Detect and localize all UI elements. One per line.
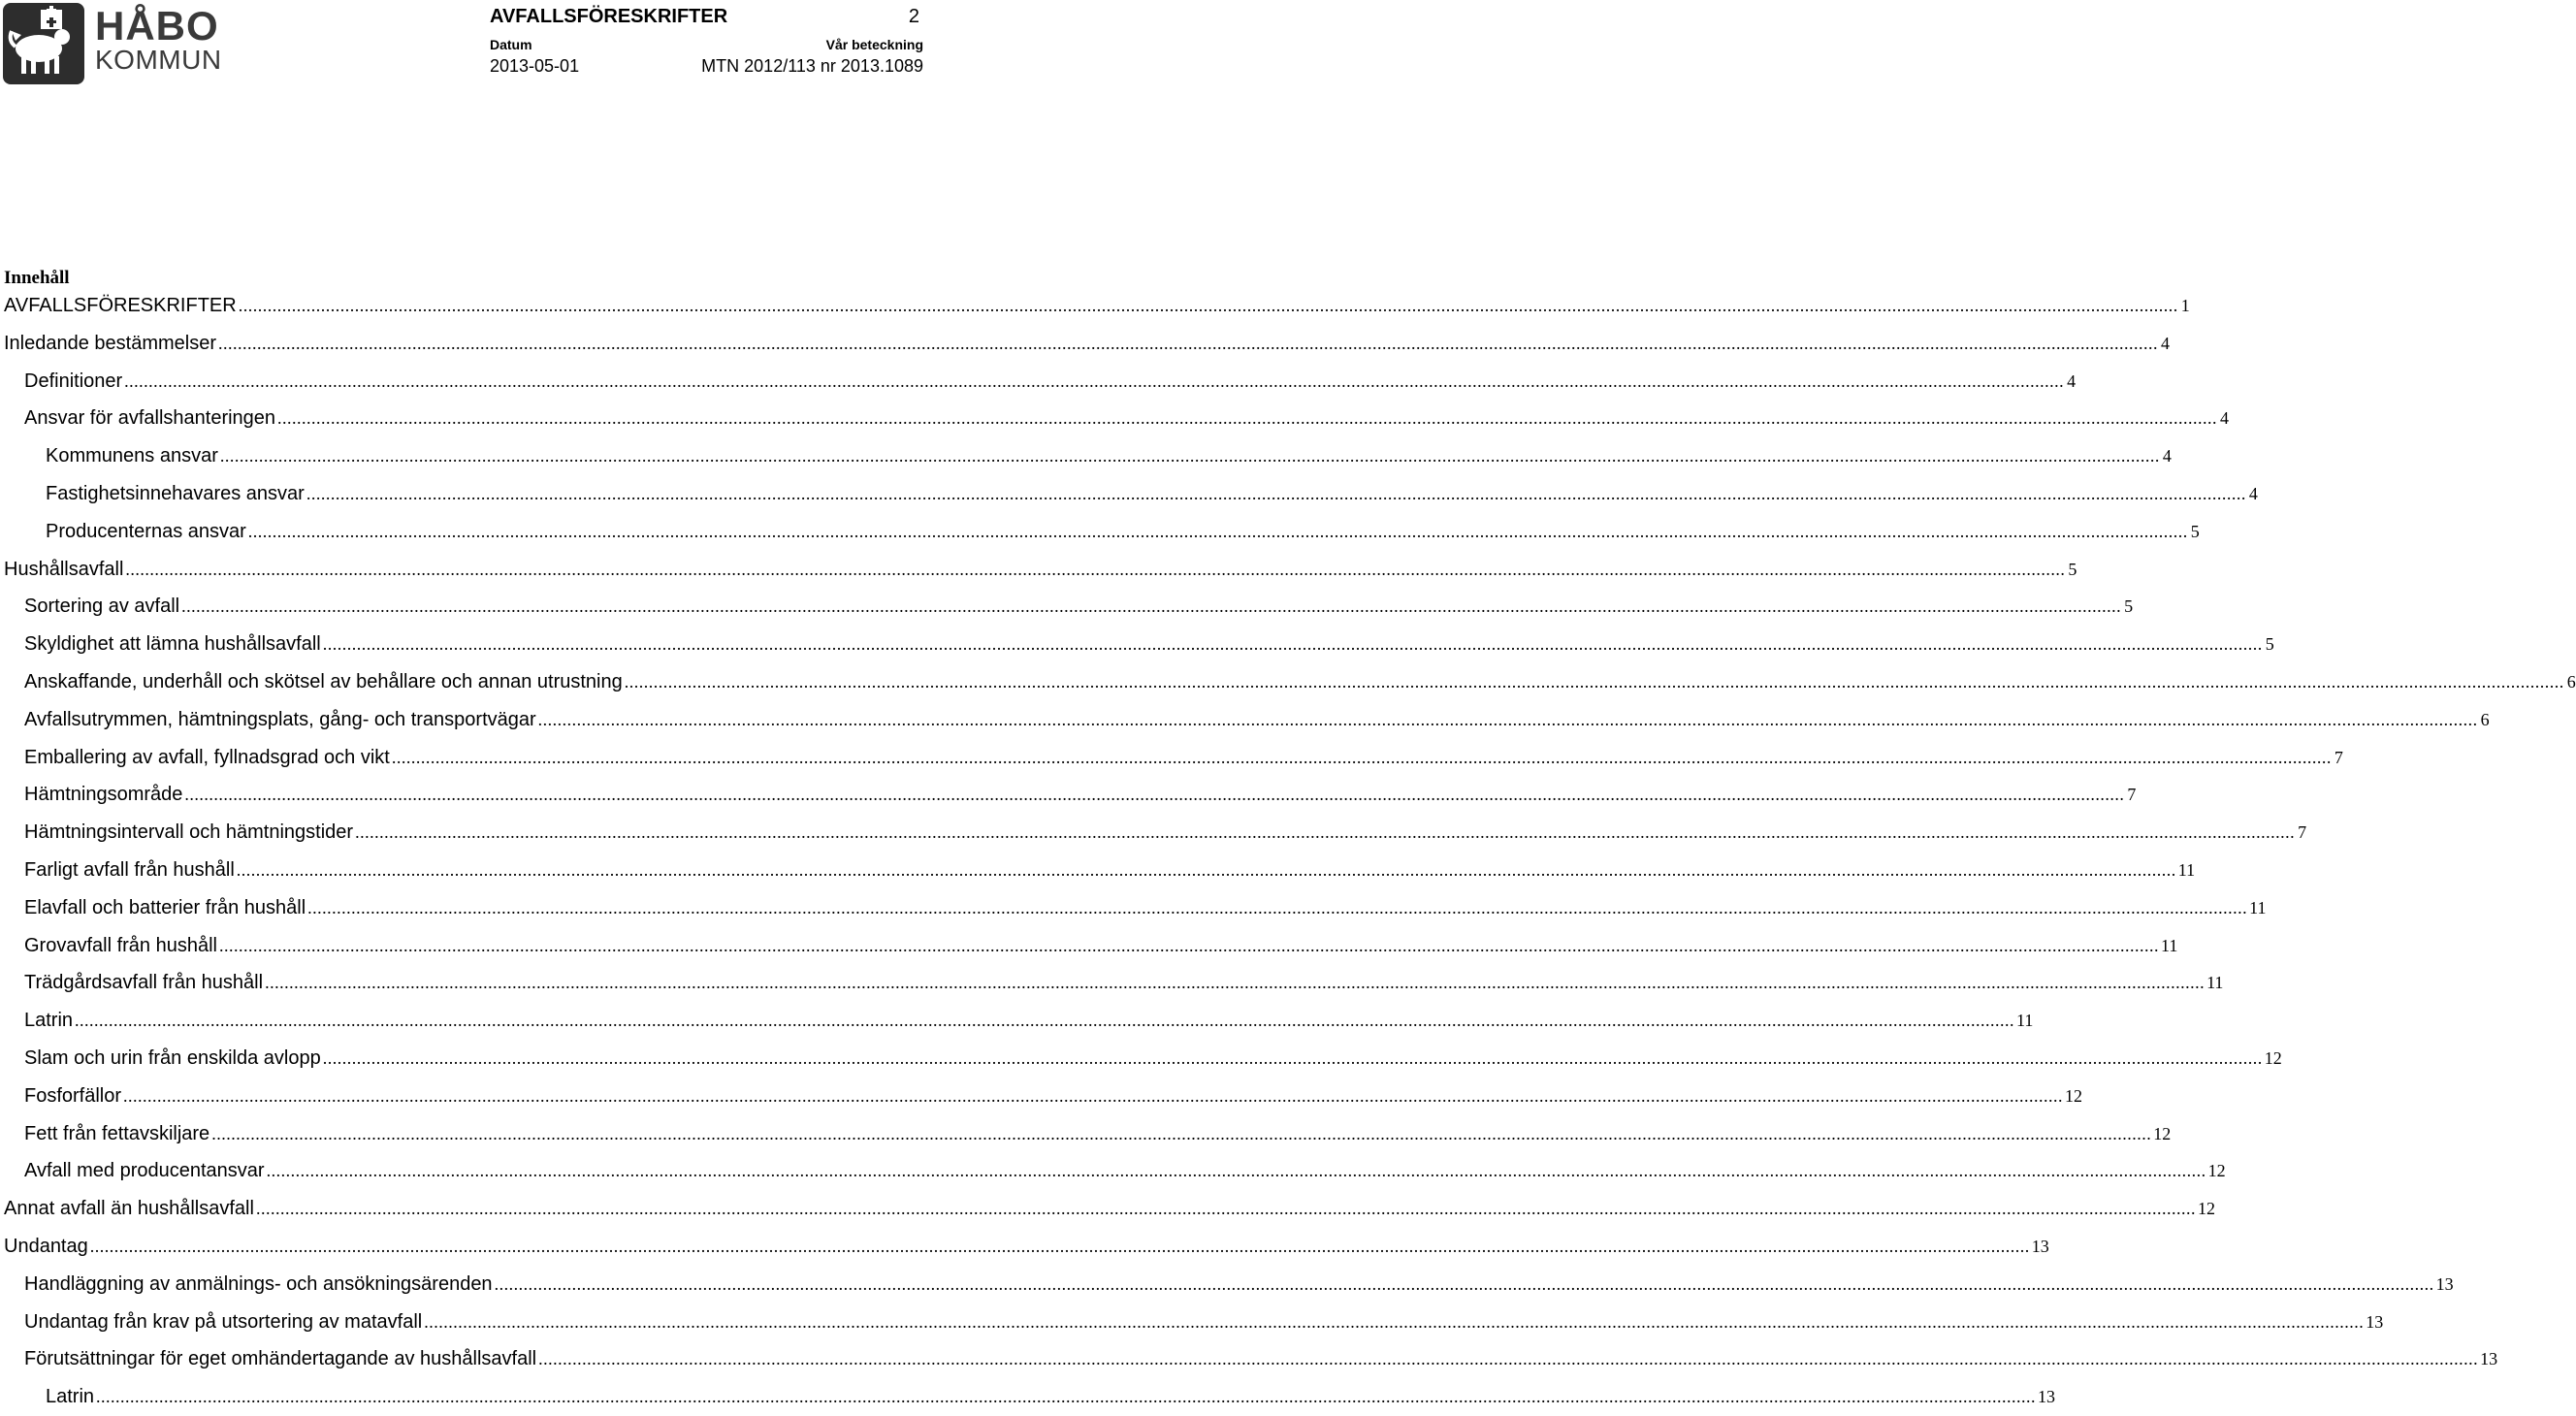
toc-entry[interactable]	[0, 739, 2343, 777]
toc-dot-leader: ................................................................................................................................................................................................................................................................................................................................................................................................................	[211, 1123, 2152, 1143]
toc-entry-page: 7	[2298, 822, 2307, 843]
toc-entry[interactable]	[0, 287, 2190, 325]
toc-dot-leader: ................................................................................................................................................................................................................................................................................................................................................................................................................	[306, 483, 2246, 503]
toc-heading: Innehåll	[4, 268, 70, 288]
toc-dot-leader: ................................................................................................................................................................................................................................................................................................................................................................................................................	[355, 822, 2296, 843]
toc-entry-title: Grovavfall från hushåll	[24, 934, 217, 956]
habo-kommun-logo	[2, 2, 225, 85]
logo-text	[95, 3, 222, 75]
toc-dot-leader: ................................................................................................................................................................................................................................................................................................................................................................................................................	[125, 559, 2066, 579]
document-title: AVFALLSFÖRESKRIFTER	[490, 6, 728, 27]
toc-entry-page: 11	[2249, 897, 2267, 917]
toc-entry-title: Inledande bestämmelser	[4, 332, 217, 354]
toc-entry-page: 13	[2031, 1236, 2049, 1256]
toc-entry-page: 7	[2334, 747, 2343, 767]
toc-entry[interactable]	[0, 1152, 2226, 1190]
toc-entry-page: 13	[2480, 1349, 2498, 1369]
toc-entry-page: 13	[2435, 1273, 2454, 1294]
toc-entry-page: 11	[2206, 973, 2224, 993]
toc-dot-leader: ................................................................................................................................................................................................................................................................................................................................................................................................................	[265, 973, 2206, 993]
toc-dot-leader: ................................................................................................................................................................................................................................................................................................................................................................................................................	[123, 1085, 2064, 1106]
toc-entry[interactable]	[0, 1340, 2498, 1378]
toc-entry-title: Avfallsutrymmen, hämtningsplats, gång- och transportvägar	[24, 708, 536, 730]
toc-entry-page: 5	[2265, 634, 2274, 655]
toc-entry[interactable]	[0, 1228, 2049, 1266]
toc-entry[interactable]	[0, 1190, 2215, 1228]
toc-dot-leader: ................................................................................................................................................................................................................................................................................................................................................................................................................	[624, 671, 2564, 692]
toc-entry[interactable]	[0, 927, 2178, 965]
toc-entry-title: Ansvar för avfallshanteringen	[24, 407, 276, 430]
date-value: 2013-05-01	[490, 56, 580, 76]
toc-entry-page: 5	[2190, 521, 2200, 541]
toc-entry[interactable]	[0, 1303, 2384, 1341]
toc-entry[interactable]	[0, 363, 2077, 401]
toc-dot-leader: ................................................................................................................................................................................................................................................................................................................................................................................................................	[266, 1161, 2206, 1181]
coat-of-arms-lamb-icon	[2, 2, 85, 85]
toc-entry[interactable]	[0, 588, 2134, 626]
toc-entry-title: Producenternas ansvar	[46, 520, 246, 542]
toc-entry-page: 4	[2162, 446, 2172, 467]
toc-entry-page: 11	[2016, 1011, 2034, 1031]
toc-dot-leader: ................................................................................................................................................................................................................................................................................................................................................................................................................	[538, 1349, 2479, 1369]
toc-dot-leader: ................................................................................................................................................................................................................................................................................................................................................................................................................	[494, 1273, 2434, 1294]
toc-entry-title: Annat avfall än hushållsavfall	[4, 1198, 254, 1220]
toc-entry-page: 12	[2207, 1161, 2226, 1181]
toc-entry-title: Slam och urin från enskilda avlopp	[24, 1046, 321, 1069]
toc-entry-page: 12	[2197, 1199, 2215, 1219]
toc-entry-page: 13	[2366, 1311, 2384, 1332]
toc-entry-title: AVFALLSFÖRESKRIFTER	[4, 295, 237, 316]
toc-entry[interactable]	[0, 1266, 2454, 1303]
toc-dot-leader: ................................................................................................................................................................................................................................................................................................................................................................................................................	[219, 446, 2160, 467]
toc-dot-leader: ................................................................................................................................................................................................................................................................................................................................................................................................................	[236, 859, 2176, 880]
toc-entry-title: Fett från fettavskiljare	[24, 1122, 210, 1144]
toc-entry[interactable]	[0, 1078, 2083, 1115]
toc-entry[interactable]	[0, 776, 2137, 814]
toc-entry[interactable]	[0, 814, 2307, 852]
toc-entry[interactable]	[0, 701, 2490, 739]
toc-entry-page: 5	[2124, 596, 2134, 617]
toc-entry-page: 6	[2480, 709, 2490, 729]
toc-entry[interactable]	[0, 437, 2172, 475]
toc-entry-title: Kommunens ansvar	[46, 445, 218, 467]
toc-dot-leader: ................................................................................................................................................................................................................................................................................................................................................................................................................	[247, 521, 2188, 541]
toc-entry[interactable]	[0, 1115, 2172, 1153]
toc-entry[interactable]	[0, 626, 2274, 663]
toc-entry-title: Handläggning av anmälnings- och ansökningsärenden	[24, 1272, 493, 1295]
toc-dot-leader: ................................................................................................................................................................................................................................................................................................................................................................................................................	[277, 408, 2218, 429]
toc-entry-page: 4	[2067, 370, 2077, 391]
toc-entry[interactable]	[0, 1378, 2056, 1416]
toc-entry-page: 7	[2127, 785, 2137, 805]
toc-dot-leader: ................................................................................................................................................................................................................................................................................................................................................................................................................	[238, 296, 2178, 315]
toc-entry[interactable]	[0, 551, 2077, 589]
toc-entry-page: 6	[2566, 671, 2576, 692]
toc-entry-title: Förutsättningar för eget omhändertagande av hushållsavfall	[24, 1348, 537, 1370]
toc-dot-leader: ................................................................................................................................................................................................................................................................................................................................................................................................................	[218, 935, 2159, 955]
toc-dot-leader: ................................................................................................................................................................................................................................................................................................................................................................................................................	[537, 709, 2478, 729]
toc-entry-title: Latrin	[24, 1010, 74, 1032]
toc-entry-page: 4	[2220, 408, 2230, 429]
toc-dot-leader: ................................................................................................................................................................................................................................................................................................................................................................................................................	[124, 370, 2065, 391]
toc-entry-title: Anskaffande, underhåll och skötsel av behållare och annan utrustning	[24, 670, 623, 692]
toc-entry[interactable]	[0, 889, 2267, 927]
toc-entry-title: Avfall med producentansvar	[24, 1160, 265, 1182]
toc-dot-leader: ................................................................................................................................................................................................................................................................................................................................................................................................................	[424, 1311, 2365, 1332]
reference-value: MTN 2012/113 nr 2013.1089	[701, 56, 923, 76]
toc-entry-page: 12	[2264, 1047, 2282, 1068]
toc-entry-page: 12	[2065, 1085, 2083, 1106]
toc-entry-title: Emballering av avfall, fyllnadsgrad och vikt	[24, 746, 390, 768]
toc-entry-title: Trädgårdsavfall från hushåll	[24, 972, 264, 994]
toc-dot-leader: ................................................................................................................................................................................................................................................................................................................................................................................................................	[75, 1011, 2015, 1031]
date-label: Datum	[490, 37, 532, 52]
toc-dot-leader: ................................................................................................................................................................................................................................................................................................................................................................................................................	[307, 897, 2248, 917]
toc-entry-page: 4	[2161, 333, 2171, 353]
toc-entry-page: 12	[2153, 1123, 2172, 1143]
toc-entry-title: Definitioner	[24, 370, 123, 392]
toc-entry-page: 4	[2248, 483, 2258, 503]
toc-entry-page: 1	[2180, 296, 2190, 315]
toc-entry[interactable]	[0, 400, 2230, 437]
toc-entry-title: Elavfall och batterier från hushåll	[24, 896, 306, 918]
toc-entry-title: Skyldighet att lämna hushållsavfall	[24, 633, 321, 656]
toc-dot-leader: ................................................................................................................................................................................................................................................................................................................................................................................................................	[218, 333, 2159, 353]
toc-entry[interactable]	[0, 964, 2224, 1002]
logo-name: HÅBO	[95, 3, 219, 48]
toc-entry[interactable]	[0, 475, 2258, 513]
page-number: 2	[908, 6, 919, 27]
toc-entry[interactable]	[0, 325, 2171, 363]
toc-entry[interactable]	[0, 852, 2196, 889]
reference-label: Vår beteckning	[825, 37, 923, 52]
toc-entry-title: Hämtningsintervall och hämtningstider	[24, 821, 354, 844]
toc-entry[interactable]	[0, 663, 2576, 701]
toc-entry-title: Undantag från krav på utsortering av matavfall	[24, 1310, 423, 1333]
toc-dot-leader: ................................................................................................................................................................................................................................................................................................................................................................................................................	[89, 1236, 2030, 1256]
table-of-contents	[0, 287, 2576, 1416]
toc-dot-leader: ................................................................................................................................................................................................................................................................................................................................................................................................................	[255, 1199, 2196, 1219]
toc-entry-title: Hämtningsområde	[24, 784, 183, 806]
toc-entry[interactable]	[0, 513, 2200, 551]
toc-entry-page: 13	[2038, 1387, 2056, 1407]
toc-entry-page: 11	[2177, 859, 2196, 880]
toc-entry-title: Fosforfällor	[24, 1084, 122, 1107]
toc-dot-leader: ................................................................................................................................................................................................................................................................................................................................................................................................................	[184, 785, 2125, 805]
toc-entry-page: 5	[2068, 559, 2077, 579]
toc-entry-title: Farligt avfall från hushåll	[24, 858, 235, 881]
toc-entry-title: Sortering av avfall	[24, 595, 180, 618]
toc-dot-leader: ................................................................................................................................................................................................................................................................................................................................................................................................................	[322, 1047, 2263, 1068]
toc-dot-leader: ................................................................................................................................................................................................................................................................................................................................................................................................................	[181, 596, 2122, 617]
toc-dot-leader: ................................................................................................................................................................................................................................................................................................................................................................................................................	[391, 747, 2332, 767]
toc-entry-title: Undantag	[4, 1235, 88, 1257]
toc-dot-leader: ................................................................................................................................................................................................................................................................................................................................................................................................................	[322, 634, 2263, 655]
toc-entry[interactable]	[0, 1002, 2034, 1040]
toc-entry-title: Hushållsavfall	[4, 558, 124, 580]
toc-entry-page: 11	[2160, 935, 2178, 955]
toc-entry-title: Fastighetsinnehavares ansvar	[46, 482, 305, 504]
logo-subtitle: KOMMUN	[95, 45, 222, 75]
toc-entry-title: Latrin	[46, 1386, 95, 1408]
toc-entry[interactable]	[0, 1040, 2282, 1078]
toc-dot-leader: ................................................................................................................................................................................................................................................................................................................................................................................................................	[96, 1387, 2037, 1407]
